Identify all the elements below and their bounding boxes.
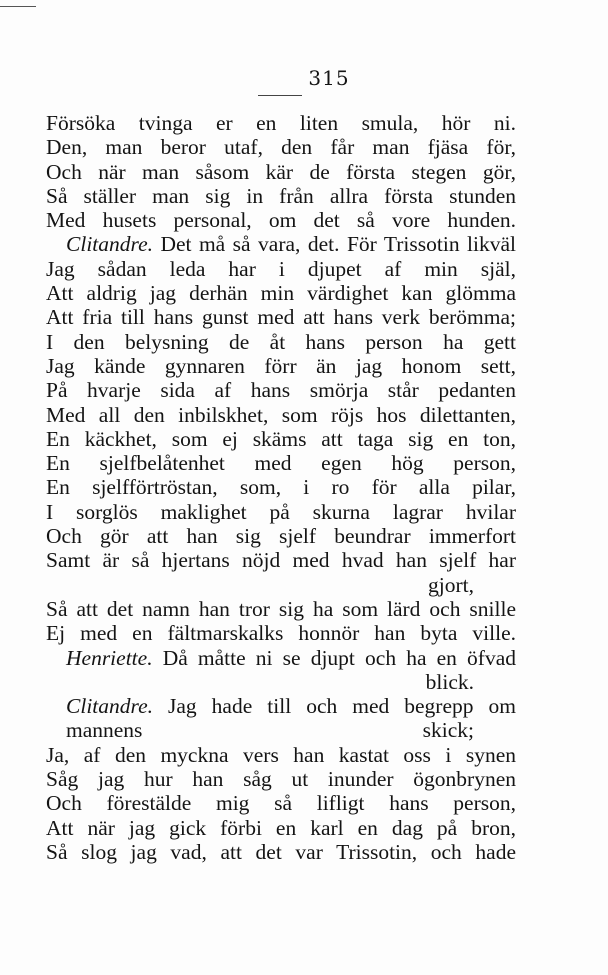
verse-line — [46, 621, 516, 645]
verse-text: skick; — [422, 718, 474, 743]
verse-text: Jag kände gynnaren förr än jag honom sett, — [46, 353, 516, 378]
verse-line — [46, 281, 516, 305]
verse-text: Att fria till hans gunst med att hans verk berömma; — [46, 305, 516, 330]
verse-text: Med all den inbilskhet, som röjs hos dilettanten, — [46, 402, 516, 427]
verse-line — [46, 184, 516, 208]
verse-text: Och gör att han sig sjelf beundrar immerfort — [46, 524, 516, 549]
verse-text: Och förestälde mig så lifligt hans person, — [46, 791, 516, 816]
verse-text: Såg jag hur han såg ut inunder ögonbrynen — [46, 767, 516, 792]
verse-text: Att aldrig jag derhän min värdighet kan glömma — [46, 281, 516, 306]
verse-line — [46, 816, 516, 840]
verse-text: Att när jag gick förbi en karl en dag på bron, — [46, 815, 516, 840]
verse-line — [46, 403, 516, 427]
verse-text: I sorglös maklighet på skurna lagrar hvilar — [46, 499, 516, 524]
verse-text: gjort, — [428, 572, 474, 597]
verse-line — [46, 378, 516, 402]
verse-text: Försöka tvinga er en liten smula, hör ni. — [46, 111, 516, 135]
verse-text: Jag sådan leda har i djupet af min själ, — [46, 256, 516, 281]
speaker-name: Clitandre. — [66, 232, 153, 257]
verse-text: I den belysning de åt hans person ha gett — [46, 329, 516, 354]
speaker-name: Henriette. — [66, 645, 153, 670]
verse-line — [46, 548, 516, 572]
verse-text: En sjelfförtröstan, som, i ro för alla pilar, — [46, 475, 516, 500]
verse-line — [46, 160, 516, 184]
verse-text: Och när man såsom kär de första stegen gör, — [46, 159, 516, 184]
verse-line — [46, 767, 516, 791]
verse-line — [46, 330, 516, 354]
verse-line — [46, 840, 516, 864]
speaker-name: Clitandre. — [66, 694, 153, 719]
verse-line — [46, 354, 516, 378]
verse-line — [46, 135, 516, 159]
verse-line — [46, 208, 516, 232]
verse-text: En käckhet, som ej skäms att taga sig en ton, — [46, 426, 516, 451]
verse-line — [46, 791, 516, 815]
verse-line — [46, 500, 516, 524]
page-number: 315 — [308, 66, 350, 90]
verse-text: Ej med en fältmarskalks honnör han byta ville. — [46, 621, 516, 646]
verse-text: En sjelfbelåtenhet med egen hög person, — [46, 451, 516, 476]
verse-text: På hvarje sida af hans smörja står pedanten — [46, 378, 516, 403]
verse-text: Det må så vara, det. För Trissotin likväl — [160, 232, 516, 257]
verse-block — [46, 111, 516, 864]
verse-line — [46, 743, 516, 767]
verse-text: Så att det namn han tror sig ha som lärd och snille — [46, 596, 516, 621]
verse-line — [46, 524, 516, 548]
verse-line — [46, 646, 516, 670]
verse-line — [46, 305, 516, 329]
verse-text: Den, man beror utaf, den får man fjäsa för, — [46, 135, 516, 160]
verse-text: Samt är så hjertans nöjd med hvad han sjelf har — [46, 548, 516, 573]
page-number-rule — [258, 95, 302, 96]
verse-text: blick. — [425, 669, 474, 694]
verse-line — [46, 573, 516, 597]
verse-line — [46, 427, 516, 451]
verse-line — [46, 232, 516, 256]
verse-line — [46, 257, 516, 281]
verse-line — [46, 597, 516, 621]
verse-text: Så slog jag vad, att det var Trissotin, och hade — [46, 839, 516, 864]
verse-text: Så ställer man sig in från allra första stunden — [46, 183, 516, 208]
verse-line — [46, 451, 516, 475]
verse-text: Ja, af den myckna vers han kastat oss i synen — [46, 742, 516, 767]
verse-line — [46, 670, 516, 694]
verse-line — [46, 475, 516, 499]
verse-text: Jag hade till och med begrepp om mannens — [66, 694, 516, 743]
corner-rule — [0, 6, 36, 7]
verse-text: Med husets personal, om det så vore hunden. — [46, 208, 516, 233]
verse-line — [46, 111, 516, 135]
verse-text: Då måtte ni se djupt och ha en öfvad — [162, 645, 516, 670]
